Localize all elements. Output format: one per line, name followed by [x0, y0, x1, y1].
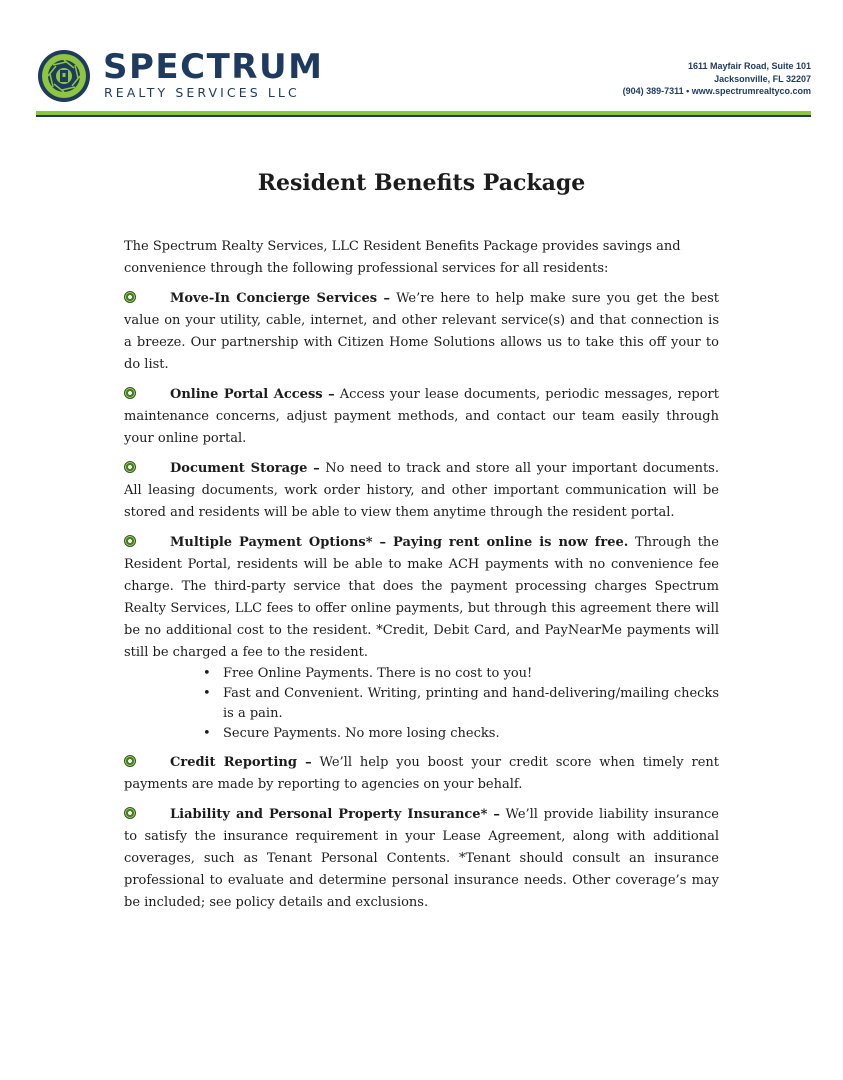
green-circle-bullet-icon: [124, 535, 136, 547]
intro-paragraph: The Spectrum Realty Services, LLC Resident Benefits Package provides savings and convenience through the following professional services for all residents:: [124, 239, 681, 276]
contact-line: (904) 389-7311 • www.spectrumrealtyco.com: [622, 86, 811, 96]
section-document-storage: [124, 458, 719, 524]
section-body: We’ll help you boost your credit score when timely rent payments are made by reporting to agencies on your behalf.: [124, 755, 719, 792]
section-body: Access your lease documents, periodic messages, report maintenance concerns, adjust payment methods, and contact our team easily through your online portal.: [124, 387, 719, 446]
section-body: No need to track and store all your important documents. All leasing documents, work order history, and other important communication will be stored and residents will be able to view them anytime through the resident portal.: [124, 461, 719, 520]
company-address: [623, 60, 811, 98]
green-circle-bullet-icon: [124, 461, 136, 473]
section-body: We’re here to help make sure you get the best value on your utility, cable, internet, and other relevant service(s) and that connection is a breeze. Our partnership with Citizen Home Solutions allows us to take this off your to do list.: [124, 291, 719, 372]
section-online-portal: [124, 384, 719, 450]
brand-subtitle: REALTY SERVICES LLC: [104, 85, 300, 100]
section-body: Through the Resident Portal, residents will be able to make ACH payments with no convenience fee charge. The third-party service that does the payment processing charges Spectrum Realty Services, LLC fees to offer online payments, but through this agreement there will be no additional cost to the resident. *Credit, Debit Card, and PayNearMe payments will still be charged a fee to the resident.: [124, 535, 719, 660]
list-item: • Secure Payments. No more losing checks.: [200, 724, 719, 744]
green-circle-bullet-icon: [124, 807, 136, 819]
section-title: Liability and Personal Property Insurance* –: [170, 807, 500, 822]
brand-name: SPECTRUM: [103, 47, 324, 87]
document-body: [124, 236, 719, 922]
section-payment-options: [124, 532, 719, 744]
green-circle-bullet-icon: [124, 291, 136, 303]
green-circle-bullet-icon: [124, 387, 136, 399]
list-item: • Fast and Convenient. Writing, printing and hand-delivering/mailing checks is a pain.: [200, 684, 719, 724]
section-title: Credit Reporting –: [170, 755, 312, 770]
section-move-in-concierge: [124, 288, 719, 376]
section-credit-reporting: [124, 752, 719, 796]
section-body: We’ll provide liability insurance to satisfy the insurance requirement in your Lease Agreement, along with additional coverages, such as Tenant Personal Contents. *Tenant should consult an insurance professional to evaluate and determine personal insurance needs. Other coverage’s may be included; see policy details and exclusions.: [124, 807, 719, 910]
address-line-2: Jacksonville, FL 32207: [714, 73, 811, 84]
payment-benefits-list: [200, 664, 719, 744]
section-title: Multiple Payment Options* – Paying rent online is now free.: [170, 535, 629, 550]
section-title: Move-In Concierge Services –: [170, 291, 391, 306]
section-title: Document Storage –: [170, 461, 320, 476]
section-insurance: [124, 804, 719, 914]
header-rule-navy: [36, 115, 811, 117]
section-title: Online Portal Access –: [170, 387, 335, 402]
document-title: Resident Benefits Package: [257, 170, 586, 196]
list-item: • Free Online Payments. There is no cost to you!: [200, 664, 719, 684]
green-circle-bullet-icon: [124, 755, 136, 767]
address-line-1: 1611 Mayfair Road, Suite 101: [687, 61, 811, 71]
spectrum-aperture-logo-icon: [36, 48, 92, 104]
